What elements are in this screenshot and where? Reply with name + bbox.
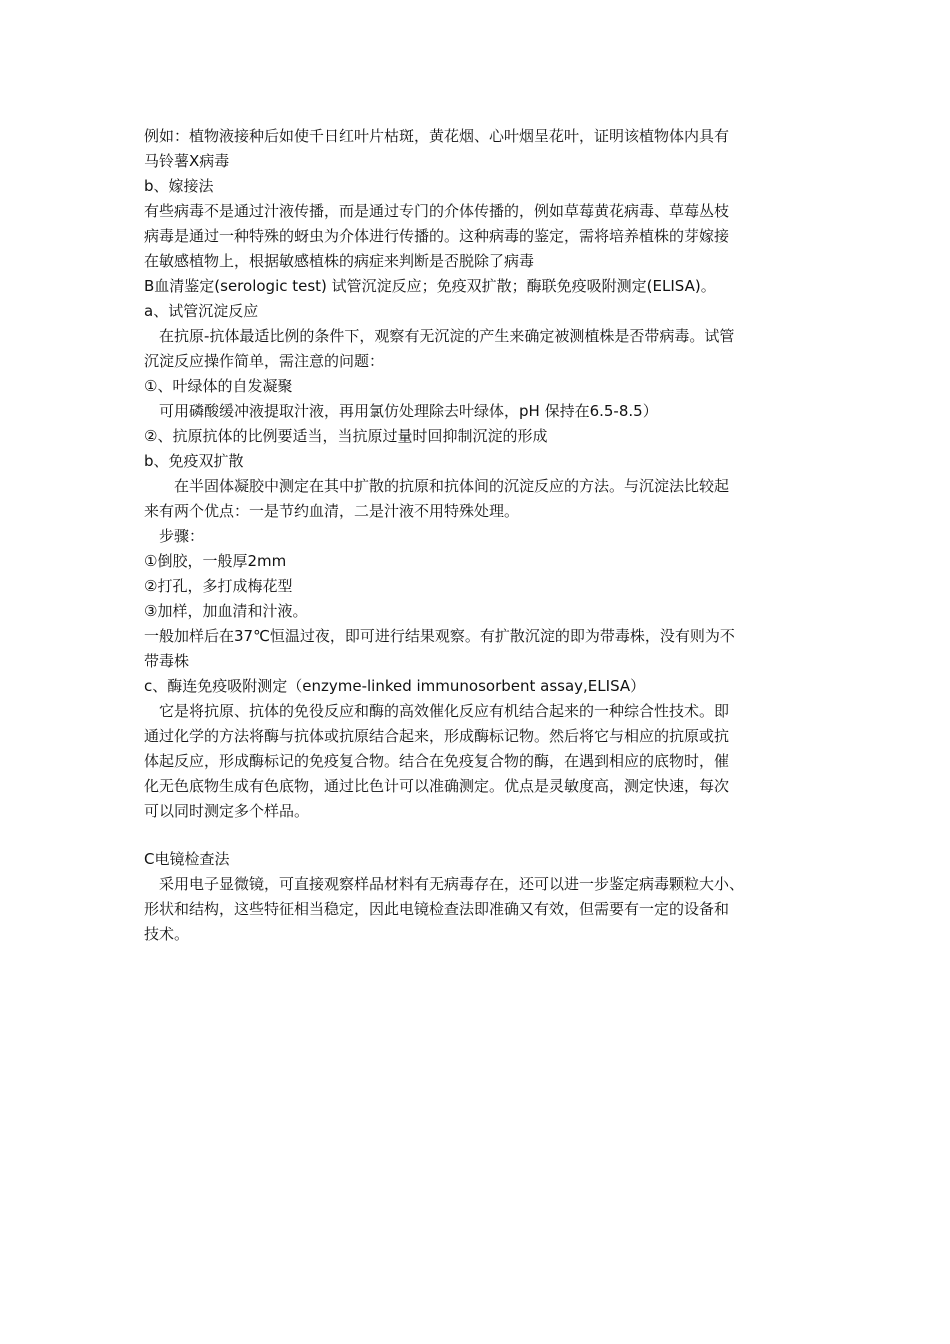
heading-serologic: B血清鉴定(serologic test) 试管沉淀反应；免疫双扩散；酶联免疫吸附测定(ELISA)。 — [144, 277, 716, 295]
text-line: 在抗原-抗体最适比例的条件下，观察有无沉淀的产生来确定被测植株是否带病毒。试管 — [144, 327, 735, 345]
subheading-elisa: c、酶连免疫吸附测定（enzyme-linked immunosorbent assay,ELISA） — [144, 677, 646, 695]
text-line: 病毒是通过一种特殊的蚜虫为介体进行传播的。这种病毒的鉴定，需将培养植株的芽嫁接 — [144, 227, 730, 245]
document-body — [144, 124, 824, 947]
text-line: 它是将抗原、抗体的免役反应和酶的高效催化反应有机结合起来的一种综合性技术。即 — [144, 702, 730, 720]
text-line: 沉淀反应操作简单，需注意的问题： — [144, 352, 385, 370]
text-line: 在敏感植物上，根据敏感植株的病症来判断是否脱除了病毒 — [144, 252, 535, 270]
text-line: 在半固体凝胶中测定在其中扩散的抗原和抗体间的沉淀反应的方法。与沉淀法比较起 — [144, 477, 730, 495]
subheading-grafting: b、嫁接法 — [144, 177, 214, 195]
heading-electron-microscopy: C电镜检查法 — [144, 850, 230, 868]
text-line: 技术。 — [144, 925, 190, 943]
text-line: 通过化学的方法将酶与抗体或抗原结合起来，形成酶标记物。然后将它与相应的抗原或抗 — [144, 727, 730, 745]
list-item: ②、抗原抗体的比例要适当，当抗原过量时回抑制沉淀的形成 — [144, 427, 548, 445]
text-line: 例如：植物液接种后如使千日红叶片枯斑，黄花烟、心叶烟呈花叶，证明该植物体内具有 — [144, 127, 730, 145]
text-line: 一般加样后在37℃恒温过夜，即可进行结果观察。有扩散沉淀的即为带毒株，没有则为不 — [144, 627, 735, 645]
paragraph-gap — [144, 824, 824, 847]
list-item: ①、叶绿体的自发凝聚 — [144, 377, 293, 395]
text-line: 可用磷酸缓冲液提取汁液，再用氯仿处理除去叶绿体，pH 保持在6.5-8.5） — [144, 402, 658, 420]
list-item: ②打孔，多打成梅花型 — [144, 577, 293, 595]
text-line: 可以同时测定多个样品。 — [144, 802, 310, 820]
text-line: 带毒株 — [144, 652, 190, 670]
text-line: 体起反应，形成酶标记的免疫复合物。结合在免疫复合物的酶，在遇到相应的底物时，催 — [144, 752, 730, 770]
list-item: ③加样，加血清和汁液。 — [144, 602, 308, 620]
text-line: 有些病毒不是通过汁液传播，而是通过专门的介体传播的，例如草莓黄花病毒、草莓丛枝 — [144, 202, 730, 220]
subheading-precipitation: a、试管沉淀反应 — [144, 302, 259, 320]
text-line: 来有两个优点：一是节约血清，二是汁液不用特殊处理。 — [144, 502, 520, 520]
text-line: 化无色底物生成有色底物，通过比色计可以准确测定。优点是灵敏度高，测定快速，每次 — [144, 777, 730, 795]
text-line: 采用电子显微镜，可直接观察样品材料有无病毒存在，还可以进一步鉴定病毒颗粒大小、 — [144, 875, 745, 893]
text-line: 马铃薯X病毒 — [144, 152, 230, 170]
text-line: 形状和结构，这些特征相当稳定，因此电镜检查法即准确又有效，但需要有一定的设备和 — [144, 900, 730, 918]
steps-label: 步骤： — [144, 527, 205, 545]
list-item: ①倒胶，一般厚2mm — [144, 552, 287, 570]
subheading-double-diffusion: b、免疫双扩散 — [144, 452, 244, 470]
